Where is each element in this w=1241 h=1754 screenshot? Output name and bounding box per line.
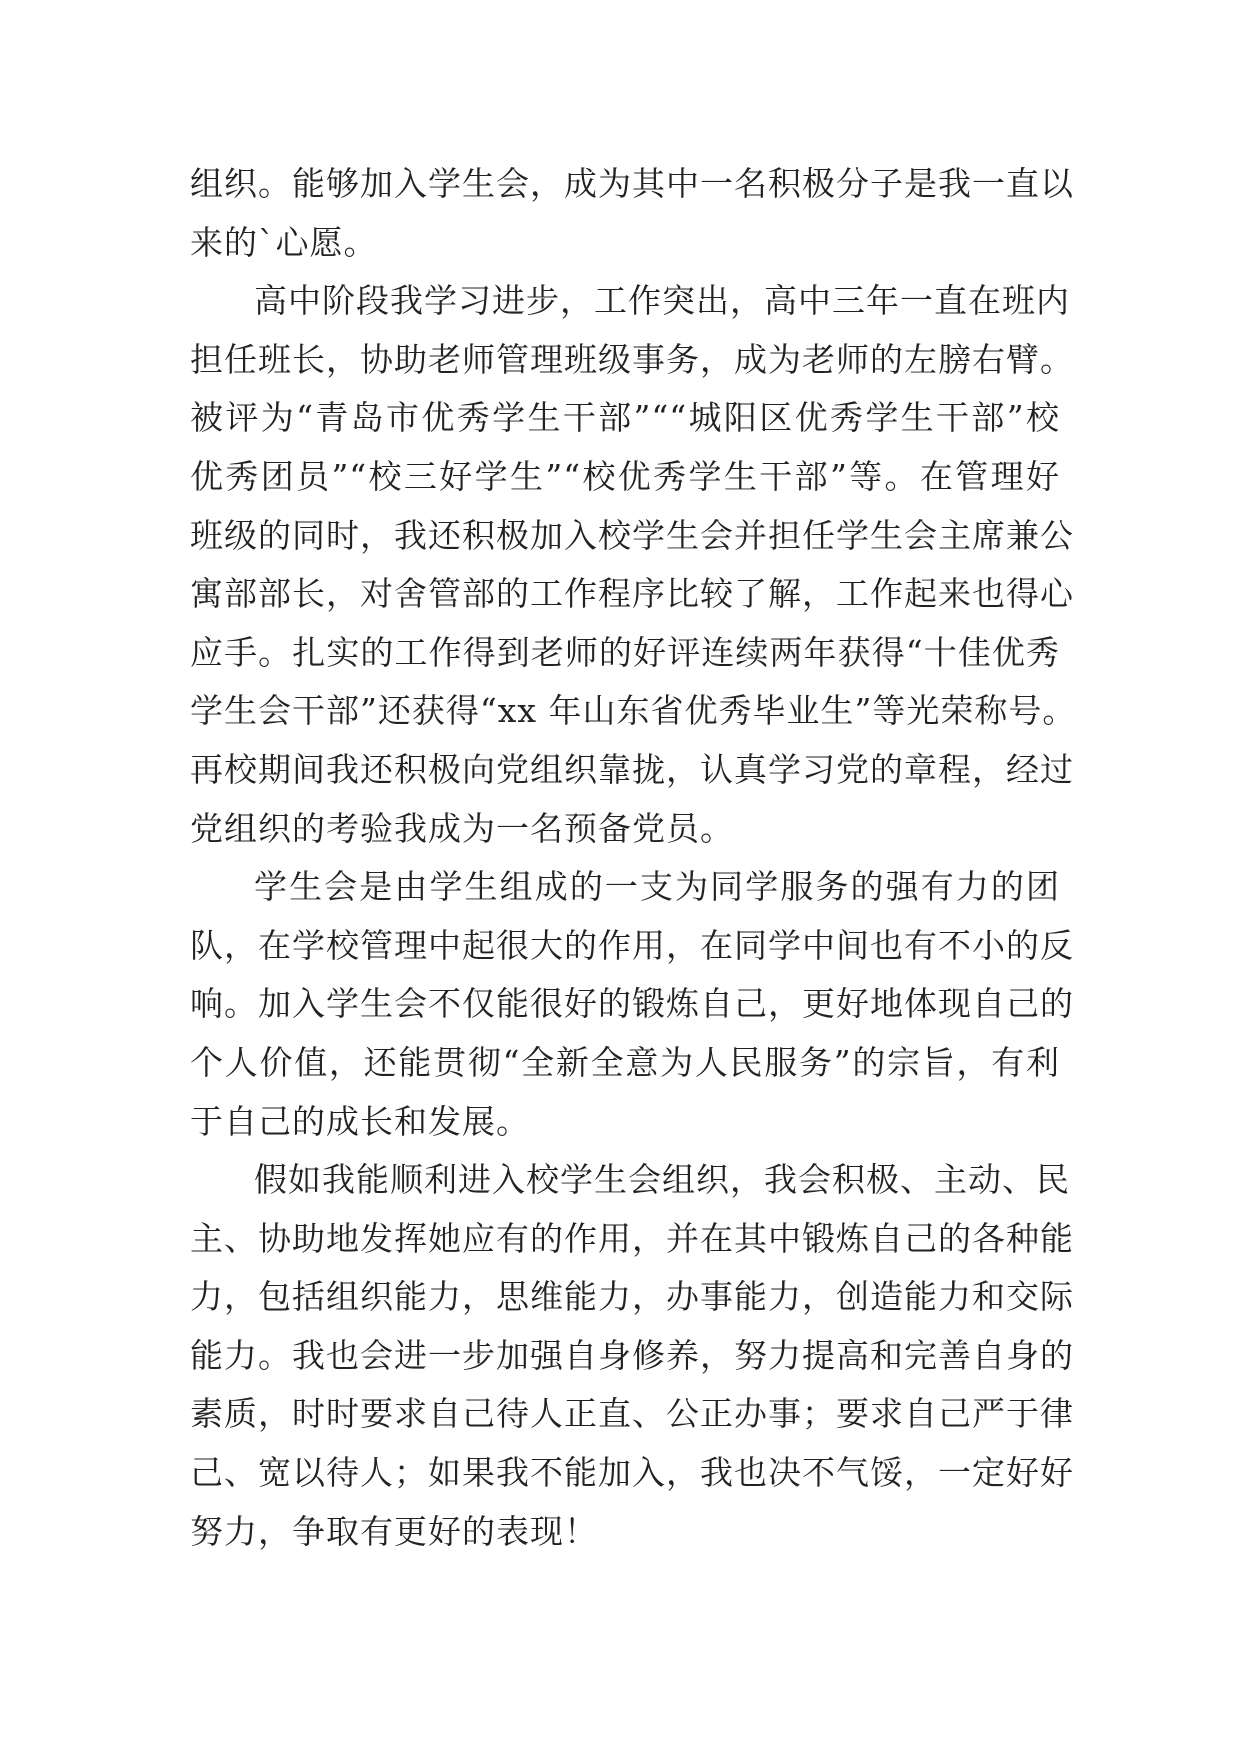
text-line: 响。加入学生会不仅能很好的锻炼自己，更好地体现自己的: [190, 984, 1074, 1024]
document-body: [190, 155, 1077, 1561]
text-line: 个人价值，还能贯彻“全新全意为人民服务”的宗旨，有利: [190, 1042, 1060, 1082]
text-line: 力，包括组织能力，思维能力，办事能力，创造能力和交际: [190, 1277, 1074, 1317]
text-line: 再校期间我还积极向党组织靠拢，认真学习党的章程，经过: [190, 749, 1074, 789]
text-line: 于自己的成长和发展。: [190, 1101, 530, 1141]
text-line: 寓部部长，对舍管部的工作程序比较了解，工作起来也得心: [190, 574, 1074, 614]
text-line: 努力，争取有更好的表现！: [190, 1511, 598, 1551]
text-line: 高中阶段我学习进步，工作突出，高中三年一直在班内: [254, 281, 1070, 321]
text-line: 党组织的考验我成为一名预备党员。: [190, 808, 734, 848]
text-line: 假如我能顺利进入校学生会组织，我会积极、主动、民: [254, 1160, 1070, 1200]
text-line: 被评为“青岛市优秀学生干部”““城阳区优秀学生干部”校: [190, 398, 1060, 438]
text-line: 能力。我也会进一步加强自身修养，努力提高和完善自身的: [190, 1335, 1074, 1375]
text-line: 素质，时时要求自己待人正直、公正办事；要求自己严于律: [190, 1394, 1074, 1434]
text-line: 优秀团员”“校三好学生”“校优秀学生干部”等。在管理好: [190, 456, 1060, 496]
paragraph: [190, 155, 1074, 272]
text-line: 己、宽以待人；如果我不能加入，我也决不气馁，一定好好: [190, 1453, 1074, 1493]
paragraph: [190, 858, 1074, 1151]
text-line: 学生会是由学生组成的一支为同学服务的强有力的团: [254, 867, 1060, 907]
text-line: 班级的同时，我还积极加入校学生会并担任学生会主席兼公: [190, 515, 1074, 555]
text-line: 组织。能够加入学生会，成为其中一名积极分子是我一直以: [190, 164, 1074, 203]
paragraph: [190, 1151, 1074, 1561]
paragraph: [190, 272, 1077, 858]
text-line: 主、协助地发挥她应有的作用，并在其中锻炼自己的各种能: [190, 1218, 1074, 1258]
text-line: 学生会干部”还获得“xx 年山东省优秀毕业生”等光荣称号。: [190, 691, 1077, 731]
text-line: 队，在学校管理中起很大的作用，在同学中间也有不小的反: [190, 925, 1074, 965]
text-line: 来的`心愿。: [190, 222, 378, 262]
text-line: 担任班长，协助老师管理班级事务，成为老师的左膀右臂。: [190, 339, 1074, 379]
text-line: 应手。扎实的工作得到老师的好评连续两年获得“十佳优秀: [190, 632, 1060, 672]
